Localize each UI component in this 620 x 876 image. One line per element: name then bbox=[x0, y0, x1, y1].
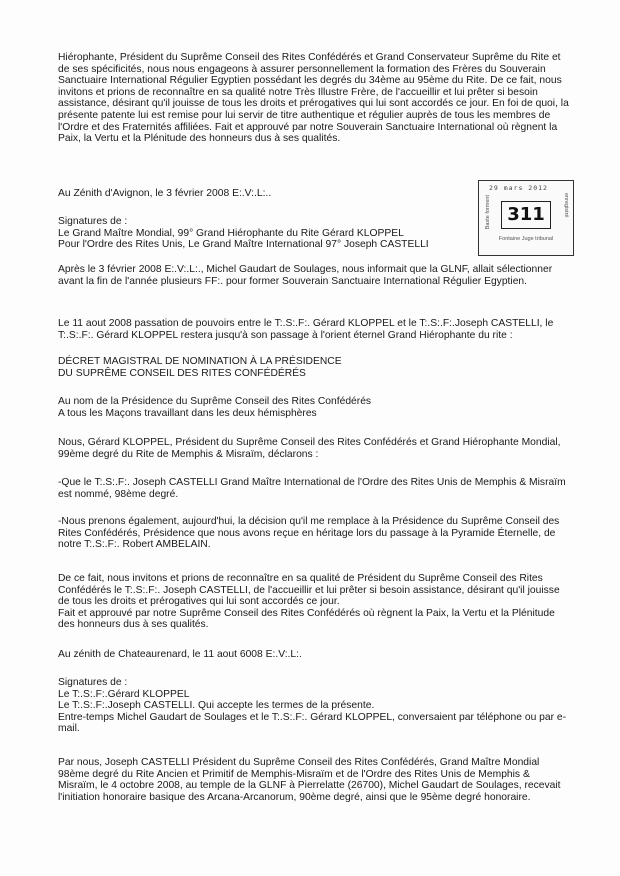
registration-stamp bbox=[478, 180, 574, 256]
stamp-right-text: enregistré bbox=[563, 193, 569, 218]
paragraph-passation: Le 11 aout 2008 passation de pouvoirs entre le T:.S:.F:. Gérard KLOPPEL et le T:.S:.F:.Joseph CASTELLI, le T:.S:.F:. Gérard KLOPPEL restera jusqu'à son passage à l'orient éternel Grand Hiérophante du rite : bbox=[58, 318, 554, 341]
paragraph-declaration: Nous, Gérard KLOPPEL, Président du Suprême Conseil des Rites Confédérés et Grand Hiérophante Mondial, 99ème degré du Rite de Memphis & Misraïm, déclarons : bbox=[58, 437, 561, 460]
stamp-left-text: Baste forment bbox=[485, 195, 491, 230]
paragraph-signatures-2: Signatures de : Le T:.S:.F:.Gérard KLOPPEL Le T:.S:.F:.Joseph CASTELLI. Qui accepte les termes de la présente. Entre-temps Michel Gaudart de Soulages et le T:.S:.F:. Gérard KLOPPEL, conversaient par téléphone ou par e-mail. bbox=[58, 677, 567, 735]
paragraph-patente: Hiérophante, Président du Suprême Conseil des Rites Confédérés et Grand Conservateur Suprême du Rite et de ses spécificités, nous nous engageons à assurer personnellement la formation des Frères du Souverain Sanctuaire International Régulier Egyptien possédant les degrés du 34ème au 95ème du Rite. De ce fait, nous invitons et prions de reconnaître en sa qualité notre Très Illustre Frère, de l'accueillir et lui prêter si besoin assistance, désirant qu'il jouisse de tous les droits et prérogatives qui lui sont accordés ce jour. En foi de quoi, la présente patente lui est remise pour lui servir de titre authentique et régulier auprès de tous les membres de l'Ordre et des Fraternités affiliées. Fait et approuvé par notre Souverain Sanctuaire International où règnent la Paix, la Vertu et la Plénitude des honneurs dus à ses qualités. bbox=[58, 52, 569, 145]
paragraph-au-nom: Au nom de la Présidence du Suprême Conseil des Rites Confédérés A tous les Maçons travaillant dans les deux hémisphères bbox=[58, 396, 372, 419]
paragraph-zenith-chateaurenard: Au zénith de Chateaurenard, le 11 aout 6008 E:.V:.L:. bbox=[58, 649, 302, 660]
paragraph-initiation: Par nous, Joseph CASTELLI Président du Suprême Conseil des Rites Confédérés, Grand Maître Mondial 98ème degré du Rite Ancien et Primitif de Memphis-Misraïm et de l'Ordre des Rites Unis de Memphis & Misraïm, le 4 octobre 2008, au temple de la GLNF à Pierrelatte (26700), Michel Gaudart de Soulages, recevait l'initiation honoraire basique des Arcana-Arcanorum, 90ème degré, ainsi que le 95ème degré honoraire. bbox=[58, 757, 561, 803]
paragraph-zenith-avignon: Au Zénith d'Avignon, le 3 février 2008 E:.V:.L:.. bbox=[58, 188, 272, 199]
decree-title: DÉCRET MAGISTRAL DE NOMINATION À LA PRÉSIDENCE DU SUPRÊME CONSEIL DES RITES CONFÉDÉRÉS bbox=[58, 356, 342, 379]
paragraph-presidence: -Nous prenons également, aujourd'hui, la décision qu'il me remplace à la Présidence du Suprême Conseil des Rites Confédérés, Présidence que nous avons reçue en héritage lors du passage à la Pyramide Éternelle, de notre T:.S:.F:. Robert AMBELAIN. bbox=[58, 516, 560, 551]
stamp-footer: Fontaine Juge tribunal bbox=[498, 236, 554, 242]
paragraph-reconnaissance: De ce fait, nous invitons et prions de reconnaître en sa qualité de Président du Suprême Conseil des Rites Confédérés le T:.S:.F:. Joseph CASTELLI, de l'accueillir et lui prêter si besoin assistance, désirant qu'il jouisse de tous les droits et prérogatives qui lui sont accordés ce jour. Fait et approuvé par notre Suprême Conseil des Rites Confédérés où règnent la Paix, la Vertu et la Plénitude des honneurs dus à ses qualités. bbox=[58, 573, 560, 631]
stamp-date: 29 mars 2012 bbox=[489, 184, 548, 192]
paragraph-glnf-selection: Après le 3 février 2008 E:.V:.L:., Michel Gaudart de Soulages, nous informait que la GLNF, allait sélectionner avant la fin de l'année plusieurs FF:. pour former Souverain Sanctuaire International Régulier Egyptien. bbox=[58, 264, 553, 287]
paragraph-signatures-1: Signatures de : Le Grand Maître Mondial, 99° Grand Hiérophante du Rite Gérard KLOPPEL Pour l'Ordre des Rites Unis, Le Grand Maître International 97° Joseph CASTELLI bbox=[58, 216, 429, 251]
paragraph-nomination: -Que le T:.S:.F:. Joseph CASTELLI Grand Maître International de l'Ordre des Rites Unis de Memphis & Misraïm est nommé, 98ème degré. bbox=[58, 477, 566, 500]
stamp-number: 311 bbox=[501, 201, 551, 229]
